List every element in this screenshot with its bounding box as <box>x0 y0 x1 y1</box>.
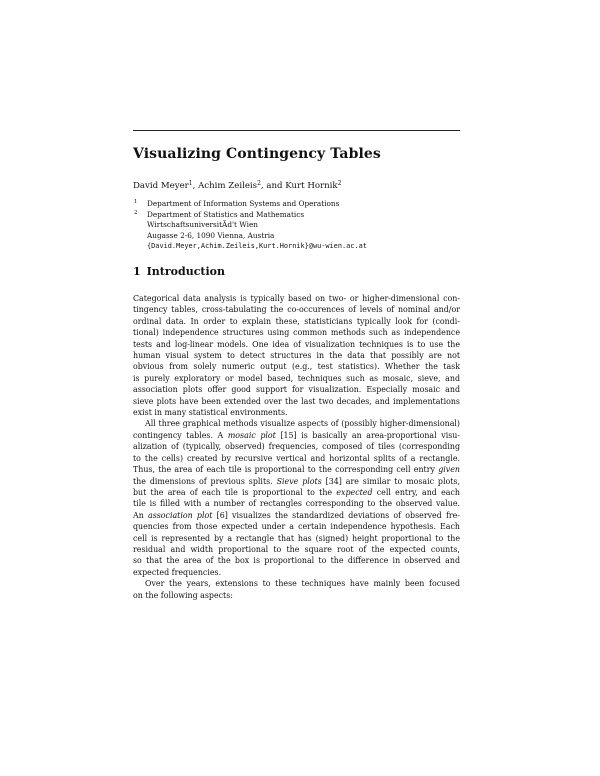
text-run: An <box>133 510 148 520</box>
text-run: but the area of each tile is proportional to the <box>133 487 337 497</box>
affiliation-text: WirtschaftsuniversitÃd't Wien <box>147 220 258 229</box>
author-email[interactable]: {David.Meyer,Achim.Zeileis,Kurt.Hornik}@wu-wien.ac.at <box>147 242 367 250</box>
affiliation-mark: 2 <box>337 180 342 187</box>
emphasis-term: given <box>438 465 460 475</box>
paragraph <box>133 293 460 418</box>
affiliation-line <box>133 231 453 242</box>
emphasis-term: association plot <box>147 510 213 520</box>
text-line: expected frequencies. <box>133 567 222 577</box>
text-line <box>133 487 460 498</box>
emphasis-term: Sieve plots <box>276 476 322 486</box>
affiliation-mark: 2 <box>257 180 261 187</box>
affiliations <box>133 199 453 252</box>
text-line: residual and width proportional to the square root of the expected counts, <box>133 544 460 554</box>
text-line: tional) independence structures using common methods such as independence <box>133 328 460 338</box>
text-line: ordinal data. In order to explain these, statisticians typically look for (condi- <box>133 316 460 326</box>
text-line <box>133 476 460 487</box>
text-run: [6] visualizes the standardized deviations of observed fre- <box>212 510 461 520</box>
text-line: tingency tables, cross-tabulating the co-occurences of levels of nominal and/or <box>133 305 460 315</box>
affiliation-line <box>133 220 453 231</box>
author-separator: , <box>192 181 199 191</box>
header-rule <box>133 130 460 131</box>
affiliation-mark: 2 <box>134 209 138 216</box>
text-line <box>133 430 460 441</box>
author-list <box>133 180 341 191</box>
text-line: tests and log-linear models. One idea of visualization techniques is to use the <box>133 339 460 349</box>
affiliation-mark: 1 <box>188 180 193 187</box>
text-line <box>133 510 460 521</box>
paper-title: Visualizing Contingency Tables <box>133 146 381 162</box>
text-line: obvious from solely numeric output (e.g., test statistics). Whether the task <box>133 362 460 372</box>
text-line: tile is filled with a number of rectangles corresponding to the observed value. <box>133 499 460 509</box>
text-run: [15] is basically an area-proportional visu- <box>275 430 461 440</box>
section-title: Introduction <box>146 265 225 278</box>
text-line: exist in many statistical environments. <box>133 408 288 418</box>
affiliation-mark: 1 <box>134 199 138 205</box>
text-line: is purely exploratory or model based, techniques such as mosaic, sieve, and <box>133 373 460 383</box>
section-number: 1 <box>133 265 141 278</box>
text-line: association plots offer good support for visualization. Especially mosaic and <box>133 385 460 395</box>
paragraph <box>133 578 460 601</box>
email-line <box>133 241 453 252</box>
section-heading <box>133 265 225 278</box>
emphasis-term: mosaic plot <box>227 430 276 440</box>
text-line: Over the years, extensions to these techniques have mainly been focused <box>145 579 460 589</box>
text-line: to the cells) created by recursive vertical and horizontal splits of a rectangle. <box>133 453 460 463</box>
text-run: contingency tables. A <box>133 430 228 440</box>
text-line: sieve plots have been extended over the last two decades, and implementations <box>133 396 460 406</box>
text-line: All three graphical methods visualize aspects of (possibly higher-dimensional) <box>145 419 460 429</box>
text-run: Thus, the area of each tile is proportional to the corresponding cell entry <box>133 465 439 475</box>
text-line: on the following aspects: <box>133 590 233 600</box>
text-line <box>133 464 460 475</box>
author-name: Kurt Hornik <box>285 181 338 191</box>
affiliation-text: Department of Statistics and Mathematics <box>147 209 305 219</box>
emphasis-term: expected <box>336 487 373 497</box>
affiliation-text: Department of Information Systems and Operations <box>147 199 340 208</box>
text-run: [34] are similar to mosaic plots, <box>321 476 460 486</box>
affiliation-line <box>133 199 453 210</box>
body-text <box>133 293 460 601</box>
author-name: David Meyer <box>133 181 189 191</box>
text-line: cell is represented by a rectangle that has (signed) height proportional to the <box>133 533 460 543</box>
paragraph <box>133 418 460 578</box>
author-name: Achim Zeileis <box>198 181 258 191</box>
text-line: so that the area of the box is proportional to the difference in observed and <box>133 556 460 566</box>
text-line: Categorical data analysis is typically based on two- or higher-dimensional con- <box>133 294 460 303</box>
text-line: human visual system to detect structures in the data that possibly are not <box>133 351 460 361</box>
text-run: the dimensions of previous splits. <box>133 476 273 486</box>
text-line: quencies from those expected under a certain independence hypothesis. Each <box>133 522 460 532</box>
author-separator: , and <box>260 181 286 191</box>
affiliation-line <box>133 210 453 221</box>
text-run: cell entry, and each <box>372 487 460 497</box>
affiliation-text: Augasse 2-6, 1090 Vienna, Austria <box>147 230 275 240</box>
text-line: alization of (typically, observed) frequencies, composed of tiles (corresponding <box>133 442 460 452</box>
